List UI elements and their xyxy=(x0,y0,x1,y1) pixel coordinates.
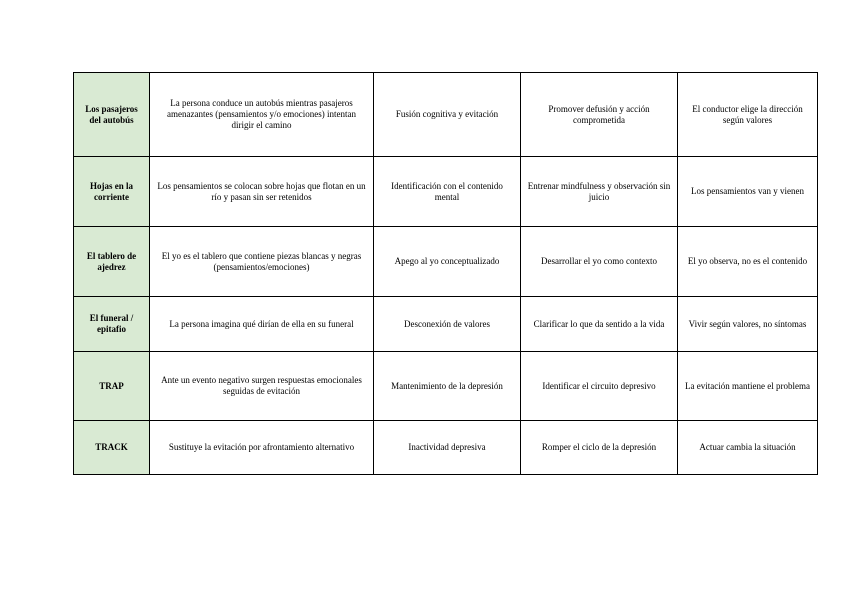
table-row xyxy=(74,352,818,421)
description-cell: El yo es el tablero que contiene piezas blancas y negras (pensamientos/emociones) xyxy=(150,227,374,297)
table-row xyxy=(74,227,818,297)
message-cell: El yo observa, no es el contenido xyxy=(678,227,818,297)
row-name-cell: El tablero de ajedrez xyxy=(74,227,150,297)
goal-cell: Promover defusión y acción comprometida xyxy=(521,73,678,157)
message-cell: Vivir según valores, no síntomas xyxy=(678,297,818,352)
description-cell: La persona imagina qué dirían de ella en su funeral xyxy=(150,297,374,352)
description-cell: Los pensamientos se colocan sobre hojas que flotan en un río y pasan sin ser retenidos xyxy=(150,157,374,227)
process-cell: Identificación con el contenido mental xyxy=(374,157,521,227)
process-cell: Apego al yo conceptualizado xyxy=(374,227,521,297)
goal-cell: Clarificar lo que da sentido a la vida xyxy=(521,297,678,352)
table-row xyxy=(74,421,818,475)
goal-cell: Desarrollar el yo como contexto xyxy=(521,227,678,297)
row-name-cell: Hojas en la corriente xyxy=(74,157,150,227)
row-name-cell: Los pasajeros del autobús xyxy=(74,73,150,157)
table-row xyxy=(74,297,818,352)
metaphors-table xyxy=(73,72,818,475)
row-name-cell: TRACK xyxy=(74,421,150,475)
description-cell: Ante un evento negativo surgen respuestas emocionales seguidas de evitación xyxy=(150,352,374,421)
goal-cell: Romper el ciclo de la depresión xyxy=(521,421,678,475)
description-cell: Sustituye la evitación por afrontamiento alternativo xyxy=(150,421,374,475)
message-cell: Los pensamientos van y vienen xyxy=(678,157,818,227)
message-cell: Actuar cambia la situación xyxy=(678,421,818,475)
process-cell: Mantenimiento de la depresión xyxy=(374,352,521,421)
process-cell: Desconexión de valores xyxy=(374,297,521,352)
process-cell: Fusión cognitiva y evitación xyxy=(374,73,521,157)
message-cell: El conductor elige la dirección según valores xyxy=(678,73,818,157)
description-cell: La persona conduce un autobús mientras pasajeros amenazantes (pensamientos y/o emociones) intentan dirigir el camino xyxy=(150,73,374,157)
row-name-cell: El funeral / epitafio xyxy=(74,297,150,352)
goal-cell: Entrenar mindfulness y observación sin juicio xyxy=(521,157,678,227)
message-cell: La evitación mantiene el problema xyxy=(678,352,818,421)
table-row xyxy=(74,157,818,227)
table-row xyxy=(74,73,818,157)
row-name-cell: TRAP xyxy=(74,352,150,421)
process-cell: Inactividad depresiva xyxy=(374,421,521,475)
goal-cell: Identificar el circuito depresivo xyxy=(521,352,678,421)
